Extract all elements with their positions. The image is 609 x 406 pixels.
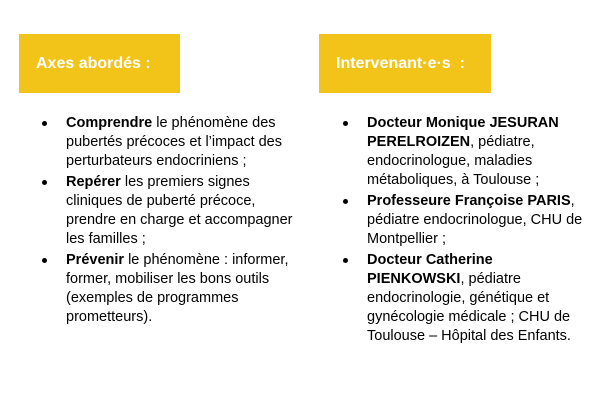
intervenants-header: Intervenant·e·s : (319, 34, 491, 93)
item-keyword: Prévenir (66, 252, 125, 268)
item-text: le phénomène : informer, former, mobiliser les bons outils (exemples de programmes prometteurs). (66, 252, 289, 325)
axes-list (42, 114, 294, 329)
item-keyword: Repérer (66, 174, 121, 190)
bullet-icon (42, 121, 47, 126)
list-item (343, 192, 593, 249)
axes-header: Axes abordés : (19, 34, 180, 93)
speaker-role: , pédiatre endocrinologie, génétique et gynécologie médicale ; CHU de Toulouse – Hôpital des Enfants. (367, 271, 571, 344)
item-text: le phénomène des pubertés précoces et l’impact des perturbateurs endocriniens ; (66, 115, 282, 169)
speaker-role: , pédiatre, endocrinologue, maladies métaboliques, à Toulouse ; (367, 134, 540, 188)
speaker-name: Docteur Monique JESURAN PERELROIZEN (367, 115, 559, 150)
intervenants-list (343, 114, 593, 348)
list-item (42, 173, 294, 249)
item-keyword: Comprendre (66, 115, 153, 131)
bullet-icon (343, 258, 348, 263)
bullet-icon (42, 258, 47, 263)
list-item (42, 114, 294, 171)
bullet-icon (343, 121, 348, 126)
speaker-name: Docteur Catherine PIENKOWSKI (367, 252, 493, 287)
list-item (42, 251, 294, 327)
speaker-role: , pédiatre endocrinologue, CHU de Montpellier ; (367, 193, 583, 247)
speaker-name: Professeure Françoise PARIS (367, 193, 571, 209)
bullet-icon (343, 199, 348, 204)
bullet-icon (42, 180, 47, 185)
list-item (343, 251, 593, 346)
list-item (343, 114, 593, 190)
item-text: les premiers signes cliniques de puberté précoce, prendre en charge et accompagner les familles ; (66, 174, 293, 247)
